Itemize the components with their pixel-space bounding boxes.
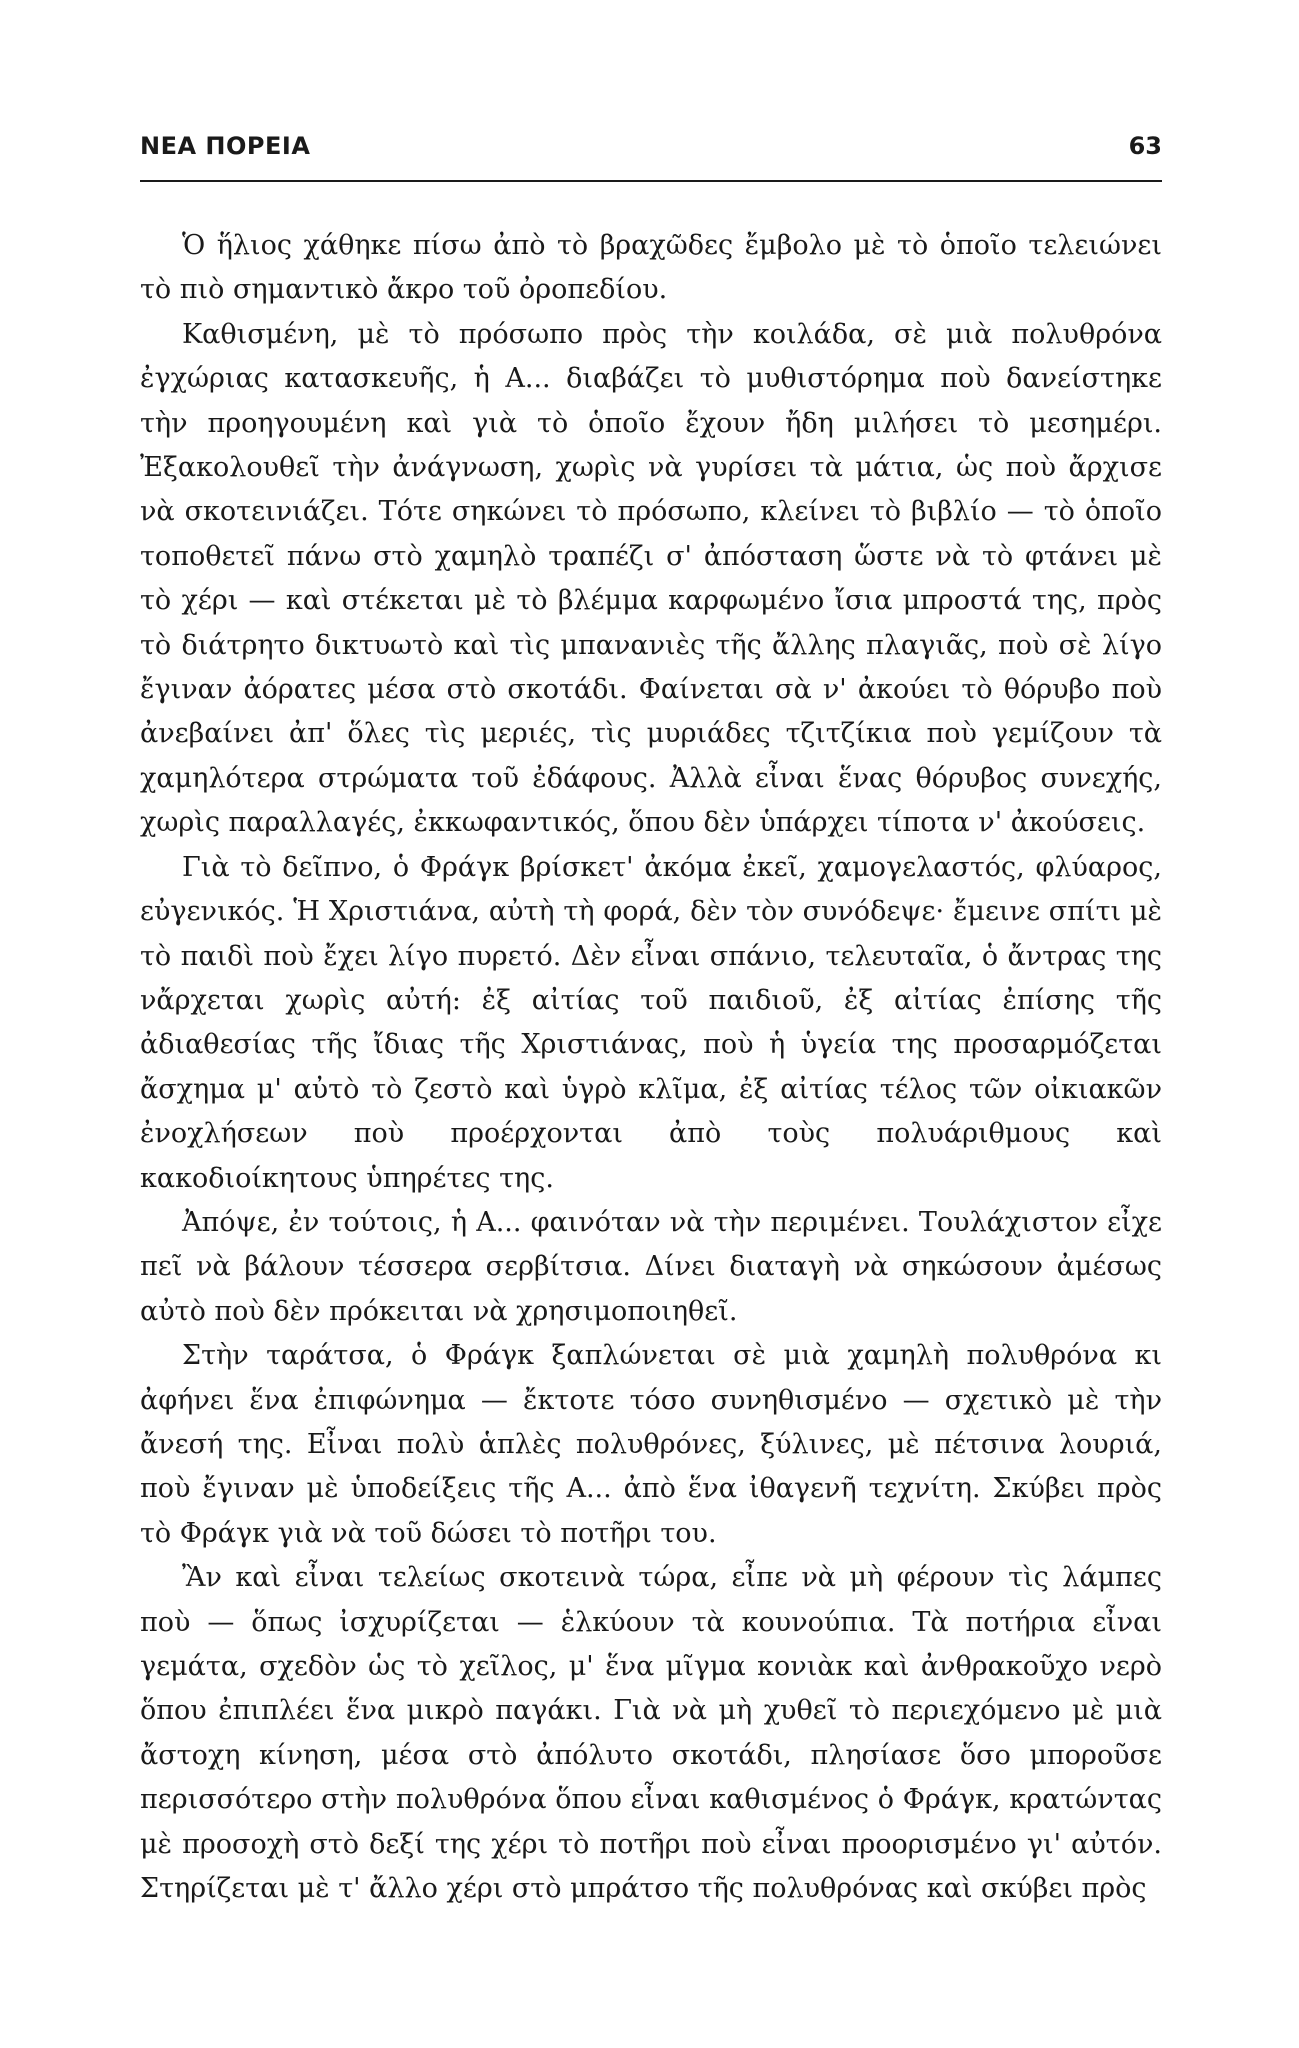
page-header [140,132,1162,172]
paragraph: Ἀπόψε, ἐν τούτοις, ἡ Α... φαινόταν νὰ τὴν περιμένει. Τουλάχιστον εἶχε πεῖ νὰ βάλουν τέσσερα σερβίτσια. Δίνει διαταγὴ νὰ σηκώσουν ἀμέσως αὐτὸ ποὺ δὲν πρόκειται νὰ χρησιμοποιηθεῖ. [140,1206,1162,1327]
page-number: 63 [1128,132,1162,160]
body-text [140,224,1162,1911]
header-rule [140,180,1162,182]
running-title: ΝΕΑ ΠΟΡΕΙΑ [140,132,311,160]
paragraph: Στὴν ταράτσα, ὁ Φράγκ ξαπλώνεται σὲ μιὰ χαμηλὴ πολυθρόνα κι ἀφήνει ἕνα ἐπιφώνημα — ἔκτοτε τόσο συνηθισμένο — σχετικὸ μὲ τὴν ἄνεσή της. Εἶναι πολὺ ἁπλὲς πολυθρόνες, ξύλινες, μὲ πέτσινα λουριά, ποὺ ἔγιναν μὲ ὑποδείξεις τῆς Α... ἀπὸ ἕνα ἰθαγενῆ τεχνίτη. Σκύβει πρὸς τὸ Φράγκ γιὰ νὰ τοῦ δώσει τὸ ποτῆρι του. [140,1340,1162,1549]
paragraph: Ἂν καὶ εἶναι τελείως σκοτεινὰ τώρα, εἶπε νὰ μὴ φέρουν τὶς λάμπες ποὺ — ὅπως ἰσχυρίζεται — ἑλκύουν τὰ κουνούπια. Τὰ ποτήρια εἶναι γεμάτα, σχεδὸν ὡς τὸ χεῖλος, μ' ἕνα μῖγμα κονιὰκ καὶ ἀνθρακοῦχο νερὸ ὅπου ἐπιπλέει ἕνα μικρὸ παγάκι. Γιὰ νὰ μὴ χυθεῖ τὸ περιεχόμενο μὲ μιὰ ἄστοχη κίνηση, μέσα στὸ ἀπόλυτο σκοτάδι, πλησίασε ὅσο μποροῦσε περισσότερο στὴν πολυθρόνα ὅπου εἶναι καθισμένος ὁ Φράγκ, κρατώντας μὲ προσοχὴ στὸ δεξί της χέρι τὸ ποτῆρι ποὺ εἶναι προορισμένο γι' αὐτόν. Στηρίζεται μὲ τ' ἄλλο χέρι στὸ μπράτσο τῆς πολυθρόνας καὶ σκύβει πρὸς [140,1562,1162,1905]
paragraph: Γιὰ τὸ δεῖπνο, ὁ Φράγκ βρίσκετ' ἀκόμα ἐκεῖ, χαμογελαστός, φλύαρος, εὐγενικός. Ἡ Χριστιάνα, αὐτὴ τὴ φορά, δὲν τὸν συνόδεψε· ἔμεινε σπίτι μὲ τὸ παιδὶ ποὺ ἔχει λίγο πυρετό. Δὲν εἶναι σπάνιο, τελευταῖα, ὁ ἄντρας της νἄρχεται χωρὶς αὐτή: ἐξ αἰτίας τοῦ παιδιοῦ, ἐξ αἰτίας ἐπίσης τῆς ἀδιαθεσίας τῆς ἴδιας τῆς Χριστιάνας, ποὺ ἡ ὑγεία της προσαρμόζεται ἄσχημα μ' αὐτὸ τὸ ζεστὸ καὶ ὑγρὸ κλῖμα, ἐξ αἰτίας τέλος τῶν οἰκιακῶν ἐνοχλήσεων ποὺ προέρχονται ἀπὸ τοὺς πολυάριθμους καὶ κακοδιοίκητους ὑπηρέτες της. [140,851,1162,1194]
paragraph: Καθισμένη, μὲ τὸ πρόσωπο πρὸς τὴν κοιλάδα, σὲ μιὰ πολυθρόνα ἐγχώριας κατασκευῆς, ἡ Α... διαβάζει τὸ μυθιστόρημα ποὺ δανείστηκε τὴν προηγουμένη καὶ γιὰ τὸ ὁποῖο ἔχουν ἤδη μιλήσει τὸ μεσημέρι. Ἐξακολουθεῖ τὴν ἀνάγνωση, χωρὶς νὰ γυρίσει τὰ μάτια, ὡς ποὺ ἄρχισε νὰ σκοτεινιάζει. Τότε σηκώνει τὸ πρόσωπο, κλείνει τὸ βιβλίο — τὸ ὁποῖο τοποθετεῖ πάνω στὸ χαμηλὸ τραπέζι σ' ἀπόσταση ὥστε νὰ τὸ φτάνει μὲ τὸ χέρι — καὶ στέκεται μὲ τὸ βλέμμα καρφωμένο ἴσια μπροστά της, πρὸς τὸ διάτρητο δικτυωτὸ καὶ τὶς μπανανιὲς τῆς ἄλλης πλαγιᾶς, ποὺ σὲ λίγο ἔγιναν ἀόρατες μέσα στὸ σκοτάδι. Φαίνεται σὰ ν' ἀκούει τὸ θόρυβο ποὺ ἀνεβαίνει ἀπ' ὅλες τὶς μεριές, τὶς μυριάδες τζιτζίκια ποὺ γεμίζουν τὰ χαμηλότερα στρώματα τοῦ ἐδάφους. Ἀλλὰ εἶναι ἕνας θόρυβος συνεχής, χωρὶς παραλλαγές, ἐκκωφαντικός, ὅπου δὲν ὑπάρχει τίποτα ν' ἀκούσεις. [140,318,1162,839]
paragraph: Ὁ ἥλιος χάθηκε πίσω ἀπὸ τὸ βραχῶδες ἔμβολο μὲ τὸ ὁποῖο τελειώνει τὸ πιὸ σημαντικὸ ἄκρο τοῦ ὀροπεδίου. [140,230,1162,306]
